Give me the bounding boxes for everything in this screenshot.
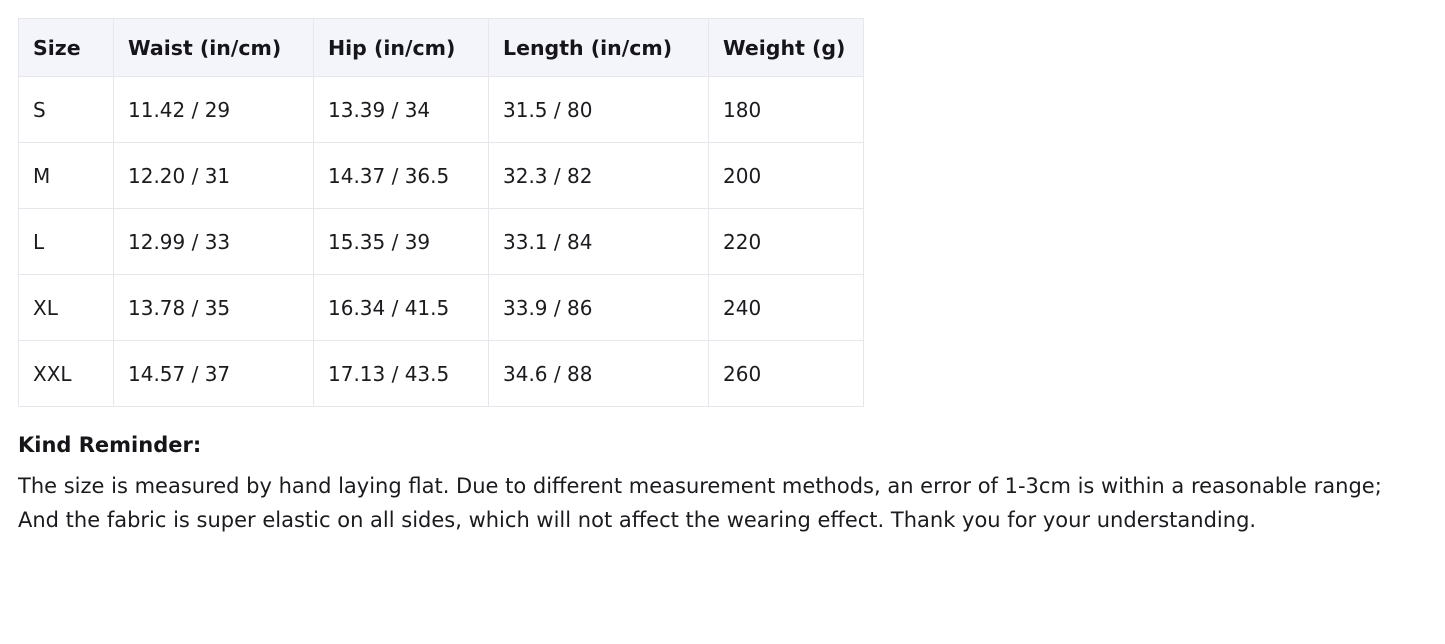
column-header-size: Size [19, 19, 114, 77]
cell-hip: 15.35 / 39 [314, 209, 489, 275]
table-header-row [19, 19, 864, 77]
cell-waist: 14.57 / 37 [114, 341, 314, 407]
cell-size: XL [19, 275, 114, 341]
table-row [19, 143, 864, 209]
kind-reminder-body: The size is measured by hand laying flat. Due to different measurement methods, an error of 1-3cm is within a reasonable range; And the fabric is super elastic on all sides, which will not affect the wearing effect. Thank you for your understanding. [18, 474, 1382, 533]
cell-waist: 12.99 / 33 [114, 209, 314, 275]
cell-length: 32.3 / 82 [489, 143, 709, 209]
cell-size: S [19, 77, 114, 143]
cell-length: 31.5 / 80 [489, 77, 709, 143]
cell-waist: 13.78 / 35 [114, 275, 314, 341]
column-header-weight: Weight (g) [709, 19, 864, 77]
cell-hip: 16.34 / 41.5 [314, 275, 489, 341]
column-header-waist: Waist (in/cm) [114, 19, 314, 77]
table-header [19, 19, 864, 77]
cell-hip: 17.13 / 43.5 [314, 341, 489, 407]
cell-hip: 13.39 / 34 [314, 77, 489, 143]
table-row [19, 275, 864, 341]
table-row [19, 209, 864, 275]
kind-reminder-title: Kind Reminder: [18, 433, 202, 457]
table-body [19, 77, 864, 407]
size-chart-table [18, 18, 864, 407]
cell-waist: 11.42 / 29 [114, 77, 314, 143]
cell-weight: 220 [709, 209, 864, 275]
column-header-hip: Hip (in/cm) [314, 19, 489, 77]
kind-reminder-section [18, 433, 1418, 537]
table-row [19, 77, 864, 143]
cell-length: 33.1 / 84 [489, 209, 709, 275]
cell-waist: 12.20 / 31 [114, 143, 314, 209]
cell-hip: 14.37 / 36.5 [314, 143, 489, 209]
column-header-length: Length (in/cm) [489, 19, 709, 77]
cell-length: 34.6 / 88 [489, 341, 709, 407]
cell-weight: 200 [709, 143, 864, 209]
cell-weight: 260 [709, 341, 864, 407]
cell-size: M [19, 143, 114, 209]
cell-weight: 180 [709, 77, 864, 143]
table-row [19, 341, 864, 407]
cell-size: L [19, 209, 114, 275]
cell-weight: 240 [709, 275, 864, 341]
cell-length: 33.9 / 86 [489, 275, 709, 341]
cell-size: XXL [19, 341, 114, 407]
